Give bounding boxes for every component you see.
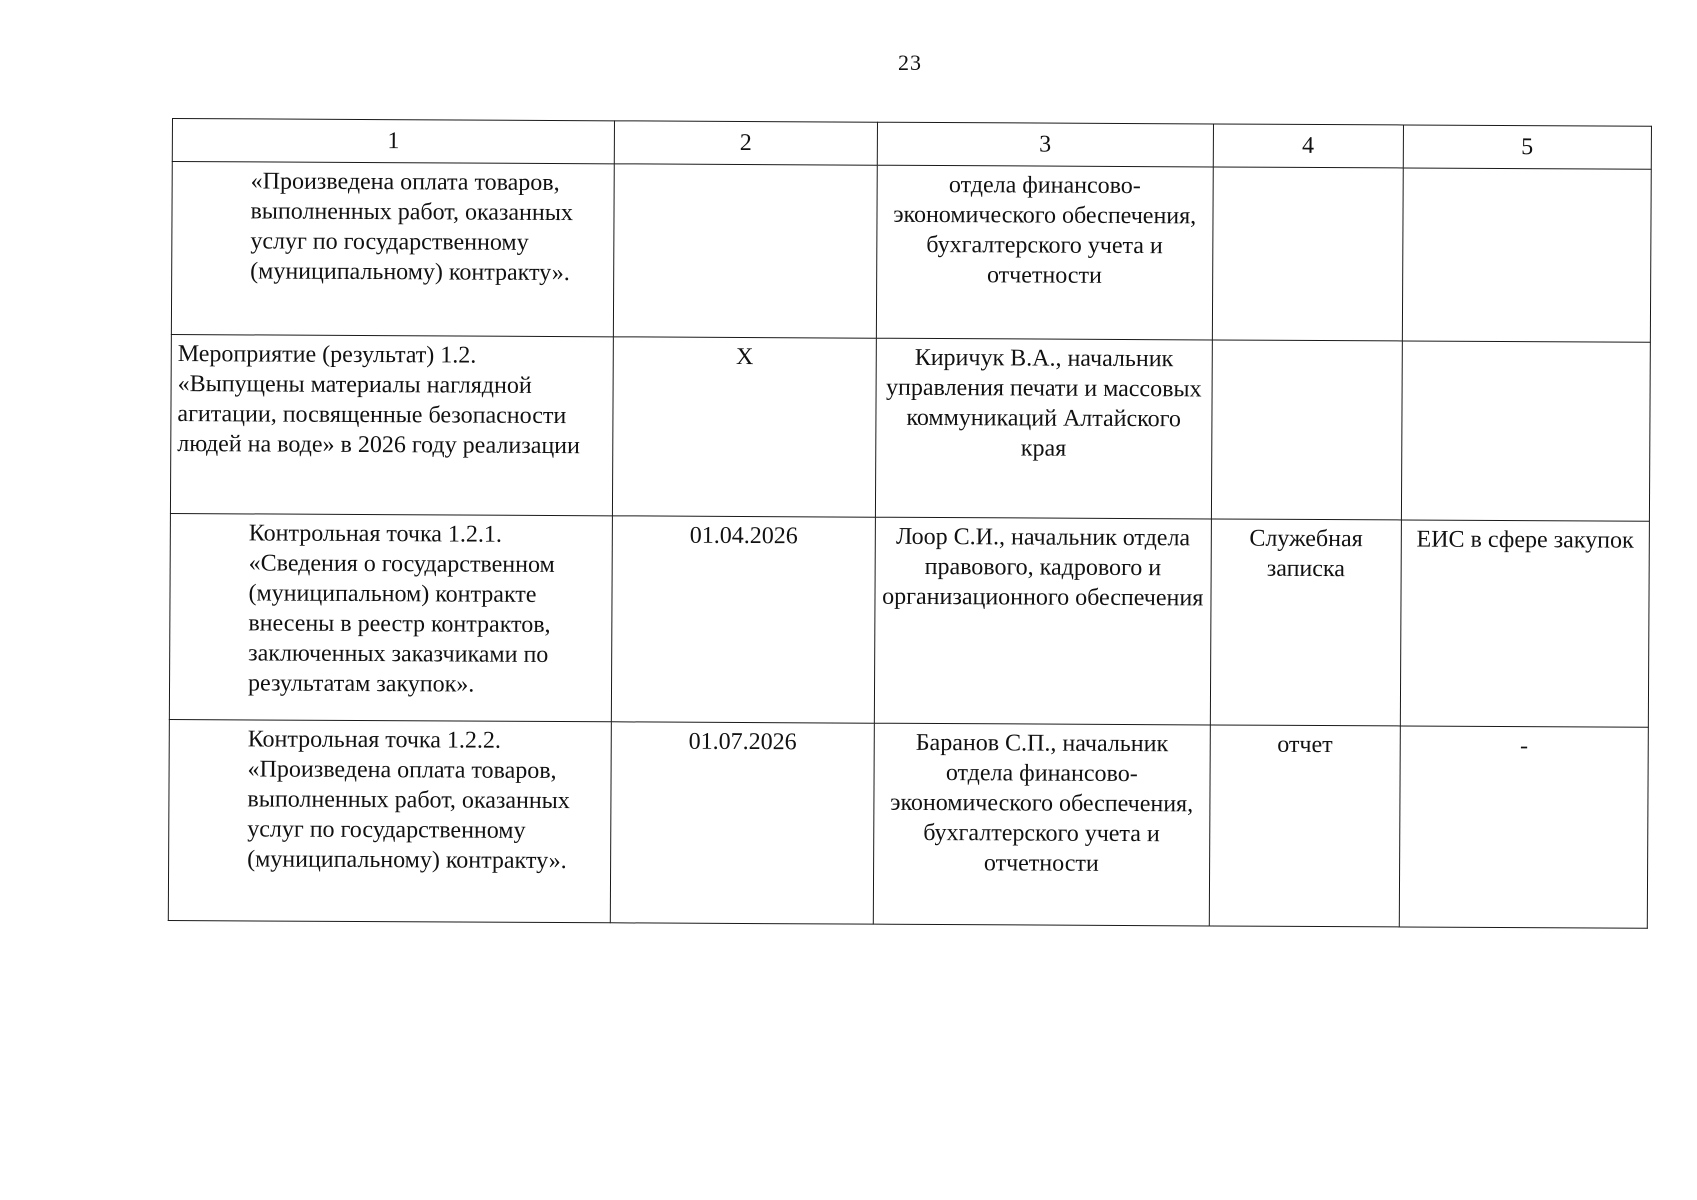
cell-description: Мероприятие (результат) 1.2. «Выпущены материалы наглядной агитации, посвященные безопасности людей на воде» в 2026 году реализации [170, 334, 613, 515]
plan-table [168, 118, 1652, 929]
table-row [170, 334, 1650, 521]
cell-system [1402, 168, 1651, 342]
cell-date: 01.04.2026 [612, 516, 876, 723]
cell-responsible: Киричук В.А., начальник управления печати и массовых коммуникаций Алтайского края [875, 338, 1212, 519]
table-row [171, 162, 1651, 343]
cell-document [1211, 340, 1402, 520]
header-cell-4: 4 [1213, 124, 1403, 168]
table-row [169, 513, 1649, 727]
cell-system: - [1399, 726, 1648, 928]
table-row [168, 719, 1648, 928]
cell-document: Служебная записка [1210, 519, 1401, 726]
cell-description: Контрольная точка 1.2.2. «Произведена оплата товаров, выполненных работ, оказанных услуг по государственному (муниципальному) контракту». [168, 719, 611, 922]
cell-responsible: отдела финансово-экономического обеспечения, бухгалтерского учета и отчетности [876, 165, 1213, 340]
cell-document [1212, 167, 1403, 341]
cell-system: ЕИС в сфере закупок [1400, 520, 1649, 727]
cell-responsible: Лоор С.И., начальник отдела правового, кадрового и организационного обеспечения [874, 517, 1211, 725]
cell-date: 01.07.2026 [610, 722, 874, 924]
cell-description: «Произведена оплата товаров, выполненных работ, оказанных услуг по государственному (муниципальному) контракту». [171, 162, 614, 337]
header-cell-2: 2 [614, 121, 877, 165]
cell-description: Контрольная точка 1.2.1. «Сведения о государственном (муниципальном) контракте внесены в реестр контрактов, заключенных заказчиками по результатам закупок». [169, 513, 612, 721]
cell-document: отчет [1209, 725, 1400, 927]
header-cell-3: 3 [877, 122, 1213, 167]
cell-date [614, 164, 877, 338]
table-header-row [172, 119, 1651, 170]
cell-responsible: Баранов С.П., начальник отдела финансово-экономического обеспечения, бухгалтерского учета и отчетности [873, 723, 1210, 926]
page-number: 23 [898, 50, 922, 75]
header-cell-1: 1 [172, 119, 614, 164]
header-cell-5: 5 [1403, 125, 1652, 169]
cell-date: Х [613, 337, 876, 517]
cell-system [1401, 341, 1650, 521]
